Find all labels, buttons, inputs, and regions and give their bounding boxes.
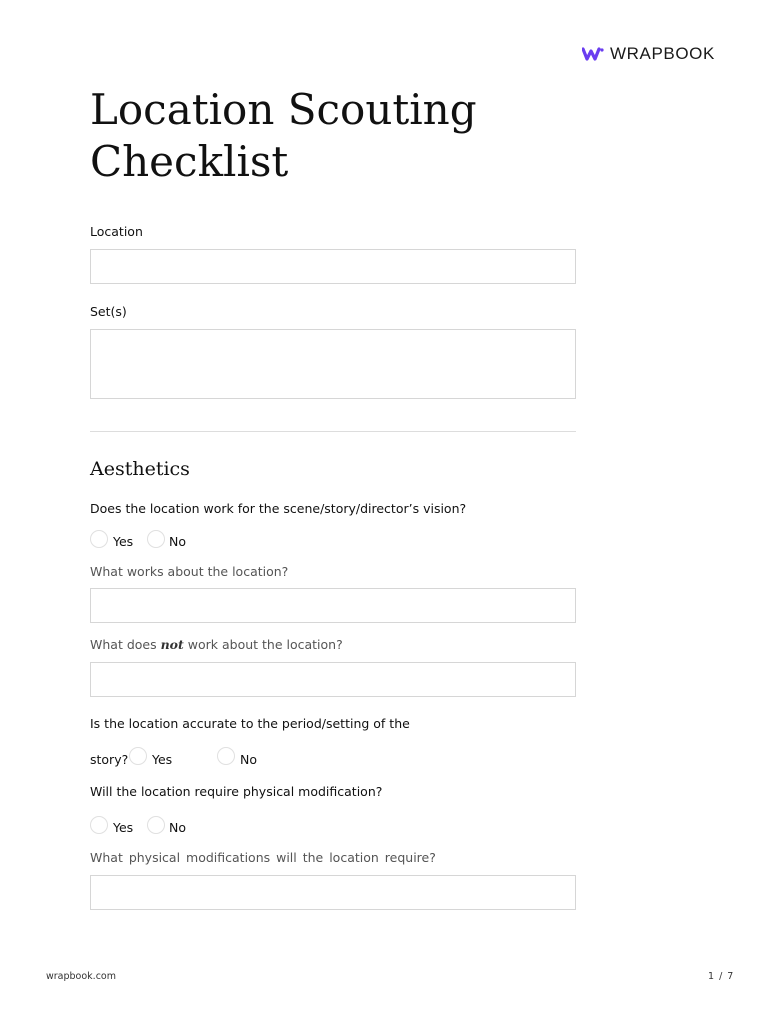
q1-no-radio[interactable] xyxy=(147,530,165,548)
q2-yes-label: Yes xyxy=(152,752,173,767)
what-not-works-post: work about the location? xyxy=(183,637,343,652)
q3-no-label: No xyxy=(169,820,186,835)
q3-no-radio[interactable] xyxy=(147,816,165,834)
wrapbook-w-icon xyxy=(582,47,604,61)
q3-modification-question: Will the location require physical modification? xyxy=(90,784,383,799)
title-line-1: Location Scouting xyxy=(90,85,477,134)
location-label: Location xyxy=(90,224,143,239)
q1-no-label: No xyxy=(169,534,186,549)
sets-label: Set(s) xyxy=(90,304,127,319)
q2-yes-radio[interactable] xyxy=(129,747,147,765)
what-works-label: What works about the location? xyxy=(90,564,289,579)
brand-logo xyxy=(582,44,715,64)
q1-vision-question: Does the location work for the scene/story/director’s vision? xyxy=(90,501,467,516)
q2-no-radio[interactable] xyxy=(217,747,235,765)
title-line-2: Checklist xyxy=(90,137,289,186)
modifications-input[interactable] xyxy=(90,875,576,910)
what-works-input[interactable] xyxy=(90,588,576,623)
q2-period-question: Is the location accurate to the period/setting of the xyxy=(90,716,410,731)
sets-textarea[interactable] xyxy=(90,329,576,399)
modifications-label: What physical modifications will the location require? xyxy=(90,850,436,865)
what-not-works-emphasis: not xyxy=(160,637,184,652)
q2-no-label: No xyxy=(240,752,257,767)
brand-name: WRAPBOOK xyxy=(610,44,715,63)
q1-yes-radio[interactable] xyxy=(90,530,108,548)
what-not-works-pre: What does xyxy=(90,637,161,652)
page-title xyxy=(90,84,477,188)
aesthetics-heading: Aesthetics xyxy=(90,458,190,480)
q1-yes-label: Yes xyxy=(113,534,134,549)
location-input[interactable] xyxy=(90,249,576,284)
page-number: 1 / 7 xyxy=(708,971,735,982)
q2-period-question-cont: story? xyxy=(90,752,129,767)
section-divider xyxy=(90,431,576,432)
what-not-works-label xyxy=(90,637,343,652)
q3-yes-label: Yes xyxy=(113,820,134,835)
footer-site: wrapbook.com xyxy=(46,971,116,982)
q3-yes-radio[interactable] xyxy=(90,816,108,834)
what-not-works-input[interactable] xyxy=(90,662,576,697)
